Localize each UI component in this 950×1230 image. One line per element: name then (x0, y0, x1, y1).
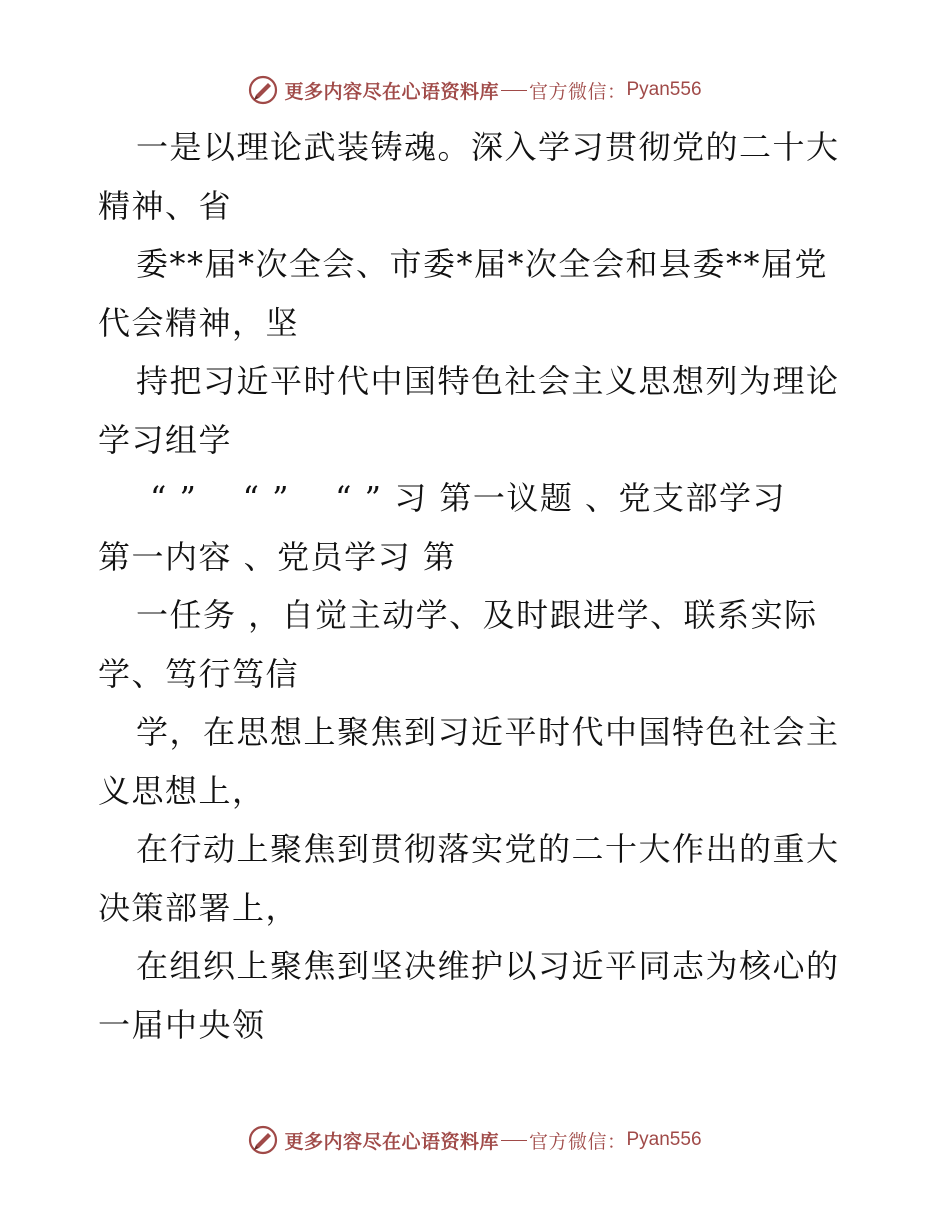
body-line: 在组织上聚焦到坚决维护以习近平同志为核心的 (136, 947, 840, 985)
body-line: 代会精神，坚 (98, 303, 300, 342)
header-wechat-id: Pyan556 (626, 79, 702, 100)
body-line: 学，在思想上聚焦到习近平时代中国特色社会主 (136, 713, 840, 751)
header-official-label: 官方微信： (528, 80, 627, 103)
body-line: “ ” “ ” “ ” 习 第一议题 、党支部学习 (150, 479, 787, 517)
body-line: 在行动上聚焦到贯彻落实党的二十大作出的重大 (136, 830, 840, 868)
brand-logo-icon (248, 1125, 278, 1155)
body-line: 一是以理论武装铸魂。深入学习贯彻党的二十大 (136, 128, 840, 166)
body-line: 委**届*次全会、市委*届*次全会和县委**届党 (136, 245, 829, 283)
body-line: 学、笃行笃信 (98, 654, 300, 693)
page-header (0, 72, 950, 108)
body-line: 一任务 ，自觉主动学、及时跟进学、联系实际 (136, 596, 818, 634)
body-line: 持把习近平时代中国特色社会主义思想列为理论 (136, 362, 840, 400)
body-line: 学习组学 (98, 420, 233, 459)
page-footer (0, 1122, 950, 1158)
body-line: 义思想上， (98, 771, 266, 810)
footer-brand-text: 更多内容尽在心语资料库 (284, 1130, 499, 1153)
body-line: 一届中央领 (98, 1005, 266, 1044)
footer-official-label: 官方微信： (528, 1130, 627, 1153)
footer-dash (501, 1140, 527, 1141)
brand-logo-icon (248, 75, 278, 105)
header-brand-text: 更多内容尽在心语资料库 (284, 80, 499, 103)
document-body (98, 118, 858, 1054)
body-line: 精神、省 (98, 186, 233, 225)
header-dash (501, 90, 527, 91)
footer-wechat-id: Pyan556 (626, 1129, 702, 1150)
body-line: 决策部署上， (98, 888, 300, 927)
body-line: 第一内容 、党员学习 第 (98, 537, 457, 576)
